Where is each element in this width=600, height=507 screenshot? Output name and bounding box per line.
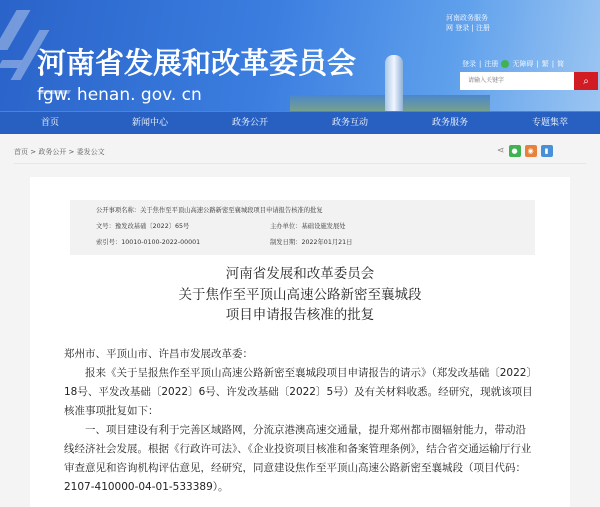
share-icon[interactable]: ⋖ <box>497 146 505 156</box>
nav-topics[interactable]: 专题集萃 <box>531 118 568 128</box>
document-meta <box>70 200 535 255</box>
search-box <box>460 72 598 90</box>
meta-name-label: 公开事项名称： <box>96 207 141 214</box>
title-line: 关于焦作至平顶山高速公路新密至襄城段 <box>178 286 422 303</box>
addressee: 郑州市、平顶山市、许昌市发展改革委： <box>64 348 253 360</box>
document-title <box>0 264 600 326</box>
simplified-link[interactable]: 简 <box>557 60 565 68</box>
gov-service-login[interactable]: 网 登录 | 注册 <box>446 24 491 32</box>
breadcrumb[interactable]: 首页 > 政务公开 > 委发公文 <box>14 148 105 156</box>
meta-doc-label: 文号： <box>96 223 115 230</box>
nav-services[interactable]: 政务服务 <box>431 118 468 128</box>
wechat-icon[interactable] <box>501 60 509 68</box>
main-nav <box>0 111 600 134</box>
accessibility-link[interactable]: 无障碍 <box>512 60 534 68</box>
wechat-share-icon[interactable]: ● <box>509 145 521 157</box>
top-links: 登录 | 注册 无障碍 | 繁 | 简 <box>462 60 565 68</box>
site-url: fgw. henan. gov. cn <box>37 85 202 105</box>
nav-home[interactable]: 首页 <box>40 118 59 128</box>
meta-doc-number: 豫发改基础〔2022〕65号 <box>114 223 190 230</box>
gov-service-label: 河南政务服务 <box>446 14 488 22</box>
search-icon: ⌕ <box>583 75 589 87</box>
qq-share-icon[interactable]: ▮ <box>541 145 553 157</box>
tower-image <box>385 55 403 112</box>
divider <box>14 163 586 164</box>
meta-unit: 基础设施发展处 <box>301 223 346 230</box>
meta-date-label: 制发日期： <box>270 239 302 246</box>
weibo-share-icon[interactable]: ◉ <box>525 145 537 157</box>
login-link[interactable]: 登录 <box>462 60 476 68</box>
meta-index: 10010-0100-2022-00001 <box>121 239 201 246</box>
site-title: 河南省发展和改革委员会 <box>37 46 357 80</box>
nav-news[interactable]: 新闻中心 <box>131 118 168 128</box>
paragraph: 报来《关于呈报焦作至平顶山高速公路新密至襄城段项目申请报告的请示》（郑发改基础〔2022〕18号、平发改基础〔2022〕6号、许发改基础〔2022〕5号）及有关材料收悉。经研究，现就该项目核准事项批复如下： <box>64 367 533 417</box>
search-input[interactable] <box>460 72 574 90</box>
title-line: 河南省发展和改革委员会 <box>225 266 375 282</box>
share-bar <box>497 145 553 157</box>
nav-interaction[interactable]: 政务互动 <box>331 118 368 128</box>
paragraph: 一、项目建设有利于完善区域路网，分流京港澳高速交通量，提升郑州都市圈辐射能力，带动沿线经济社会发展。根据《行政许可法》、《企业投资项目核准和备案管理条例》，结合省交通运输厅行业审查意见和咨询机构评估意见，经研究，同意建设焦作至平顶山高速公路新密至襄城段（项目代码：2107-410000-04-01-533389）。 <box>64 424 532 493</box>
meta-name: 关于焦作至平顶山高速公路新密至襄城段项目申请报告核准的批复 <box>140 207 323 214</box>
meta-unit-label: 主办单位： <box>270 223 302 230</box>
register-link[interactable]: 注册 <box>484 60 499 68</box>
gov-service-link[interactable] <box>446 13 490 33</box>
nav-gov-open[interactable]: 政务公开 <box>231 118 268 128</box>
meta-date: 2022年01月21日 <box>301 239 353 246</box>
traditional-link[interactable]: 繁 <box>541 60 549 68</box>
site-banner <box>0 0 600 112</box>
meta-index-label: 索引号： <box>96 239 122 246</box>
title-line: 项目申请报告核准的批复 <box>225 307 375 323</box>
document-body <box>64 345 534 497</box>
search-button[interactable] <box>574 72 598 90</box>
